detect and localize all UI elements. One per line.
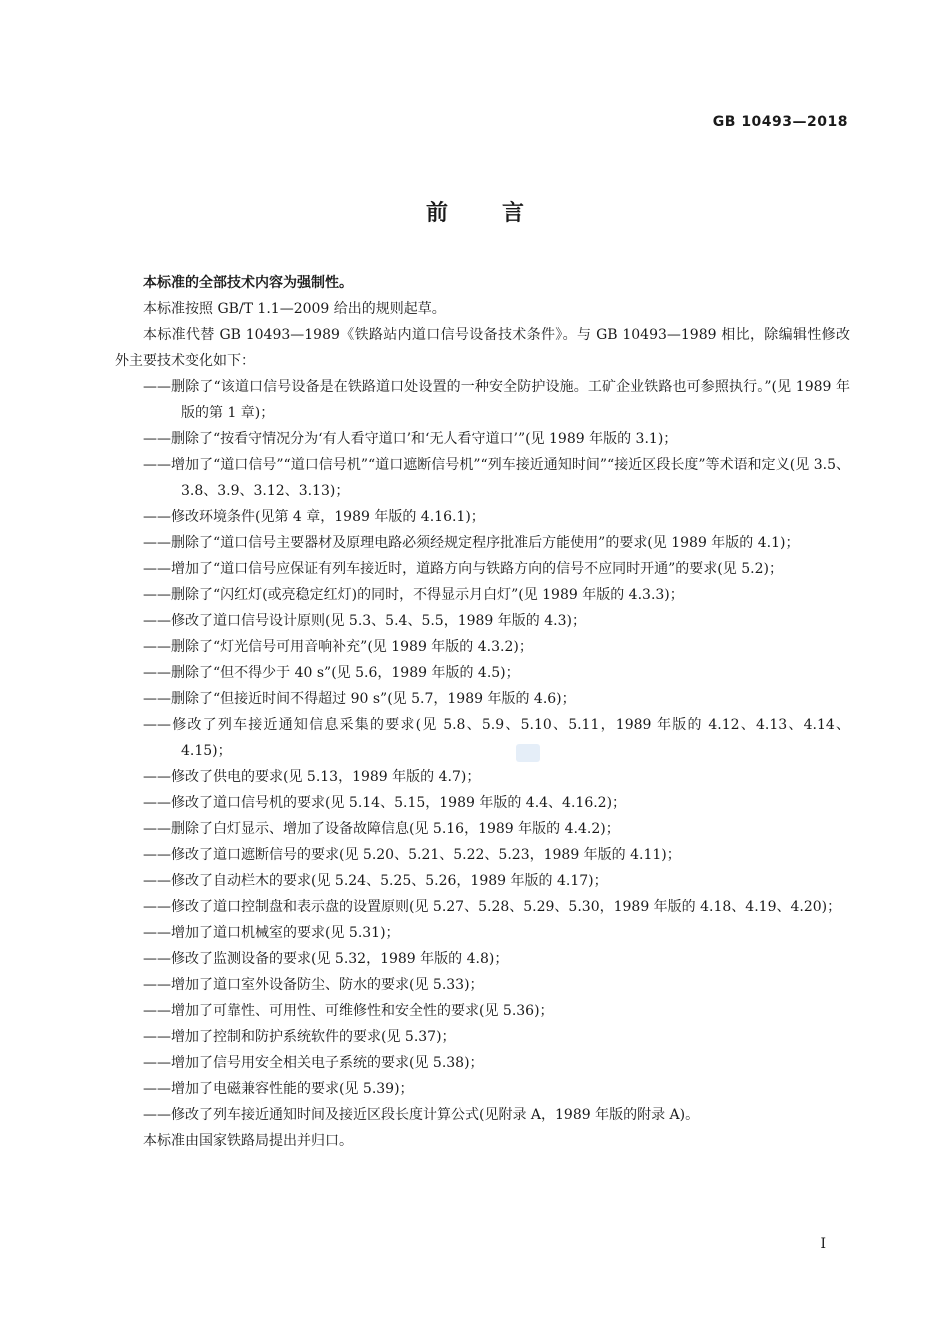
change-item: ——删除了“闪红灯(或亮稳定红灯)的同时，不得显示月白灯”(见 1989 年版的 4.3.3)； xyxy=(143,587,684,603)
change-item: ——增加了“道口信号应保证有列车接近时，道路方向与铁路方向的信号不应同时开通”的要求(见 5.2)； xyxy=(143,561,783,577)
change-item: ——修改了列车接近通知时间及接近区段长度计算公式(见附录 A，1989 年版的附录 A)。 xyxy=(143,1107,700,1123)
changes-list xyxy=(115,374,850,1128)
change-item: ——增加了控制和防护系统软件的要求(见 5.37)； xyxy=(143,1029,456,1045)
change-item: ——修改环境条件(见第 4 章，1989 年版的 4.16.1)； xyxy=(143,509,485,525)
page-title: 前言 xyxy=(425,201,578,226)
foreword-body xyxy=(115,270,850,1154)
change-item: ——修改了道口信号设计原则(见 5.3、5.4、5.5，1989 年版的 4.3)； xyxy=(143,613,586,629)
paragraph-mandatory: 本标准的全部技术内容为强制性。 xyxy=(143,275,353,291)
change-item: ——删除了“该道口信号设备是在铁路道口处设置的一种安全防护设施。工矿企业铁路也可参照执行。”(见 1989 年版的第 1 章)； xyxy=(143,379,850,421)
change-item: ——增加了道口室外设备防尘、防水的要求(见 5.33)； xyxy=(143,977,484,993)
change-item: ——修改了道口遮断信号的要求(见 5.20、5.21、5.22、5.23，1989 年版的 4.11)； xyxy=(143,847,681,863)
change-item: ——增加了道口机械室的要求(见 5.31)； xyxy=(143,925,400,941)
change-item: ——增加了“道口信号”“道口信号机”“道口遮断信号机”“列车接近通知时间”“接近区段长度”等术语和定义(见 3.5、3.8、3.9、3.12、3.13)； xyxy=(143,457,850,499)
change-item: ——修改了道口控制盘和表示盘的设置原则(见 5.27、5.28、5.29、5.30，1989 年版的 4.18、4.19、4.20)； xyxy=(143,899,842,915)
change-item: ——删除了白灯显示、增加了设备故障信息(见 5.16，1989 年版的 4.4.2)； xyxy=(143,821,620,837)
change-item: ——增加了可靠性、可用性、可维修性和安全性的要求(见 5.36)； xyxy=(143,1003,554,1019)
standard-code: GB 10493—2018 xyxy=(712,114,848,130)
change-item: ——增加了信号用安全相关电子系统的要求(见 5.38)； xyxy=(143,1055,484,1071)
change-item: ——删除了“道口信号主要器材及原理电路必须经规定程序批准后方能使用”的要求(见 1989 年版的 4.1)； xyxy=(143,535,800,551)
paragraph-proposed-by: 本标准由国家铁路局提出并归口。 xyxy=(143,1133,353,1149)
change-item: ——删除了“按看守情况分为‘有人看守道口’和‘无人看守道口’”(见 1989 年版的 3.1)； xyxy=(143,431,678,447)
change-item: ——修改了道口信号机的要求(见 5.14、5.15，1989 年版的 4.4、4.16.2)； xyxy=(143,795,627,811)
change-item: ——删除了“灯光信号可用音响补充”(见 1989 年版的 4.3.2)； xyxy=(143,639,533,655)
page-number: I xyxy=(820,1236,826,1252)
paragraph-replacement: 本标准代替 GB 10493—1989《铁路站内道口信号设备技术条件》。与 GB 10493—1989 相比，除编辑性修改外主要技术变化如下： xyxy=(115,327,850,369)
change-item: ——删除了“但接近时间不得超过 90 s”(见 5.7，1989 年版的 4.6)； xyxy=(143,691,576,707)
change-item: ——修改了列车接近通知信息采集的要求(见 5.8、5.9、5.10、5.11，1989 年版的 4.12、4.13、4.14、4.15)； xyxy=(143,717,850,759)
change-item: ——修改了自动栏木的要求(见 5.24、5.25、5.26，1989 年版的 4.17)； xyxy=(143,873,608,889)
change-item: ——删除了“但不得少于 40 s”(见 5.6，1989 年版的 4.5)； xyxy=(143,665,520,681)
change-item: ——修改了供电的要求(见 5.13，1989 年版的 4.7)； xyxy=(143,769,481,785)
change-item: ——修改了监测设备的要求(见 5.32，1989 年版的 4.8)； xyxy=(143,951,509,967)
paragraph-drafting-rules: 本标准按照 GB/T 1.1—2009 给出的规则起草。 xyxy=(143,301,446,317)
watermark-mark xyxy=(516,744,540,762)
change-item: ——增加了电磁兼容性能的要求(见 5.39)； xyxy=(143,1081,414,1097)
